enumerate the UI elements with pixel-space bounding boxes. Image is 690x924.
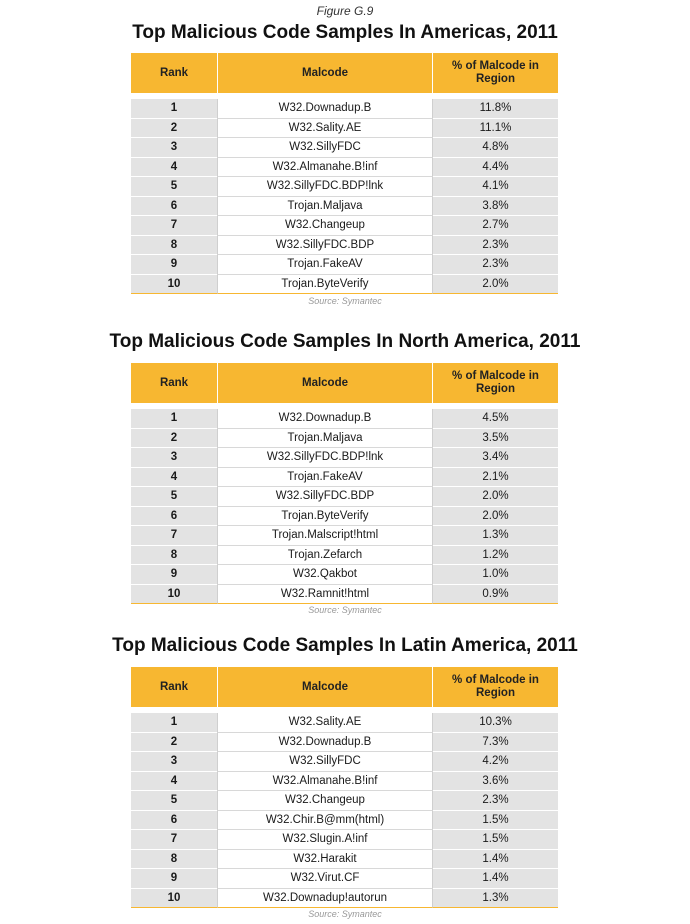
percent-cell: 1.0% <box>433 565 558 585</box>
table-row <box>131 889 558 909</box>
percent-cell: 1.3% <box>433 889 558 909</box>
table-row <box>131 255 558 275</box>
table-row <box>131 772 558 792</box>
source-note: Source: Symantec <box>308 296 382 306</box>
table-row <box>131 275 558 295</box>
malcode-cell: Trojan.ByteVerify <box>217 507 433 527</box>
rank-cell: 8 <box>131 546 217 566</box>
rank-cell: 2 <box>131 119 217 139</box>
percent-cell: 11.8% <box>433 99 558 119</box>
rank-cell: 9 <box>131 565 217 585</box>
rank-cell: 8 <box>131 850 217 870</box>
malcode-cell: W32.SillyFDC.BDP!lnk <box>217 448 433 468</box>
percent-cell: 3.5% <box>433 429 558 449</box>
rank-cell: 3 <box>131 448 217 468</box>
percent-cell: 1.4% <box>433 850 558 870</box>
column-header-rank: Rank <box>131 53 217 93</box>
rank-cell: 4 <box>131 158 217 178</box>
malcode-table-latin-america <box>131 667 558 908</box>
rank-cell: 7 <box>131 526 217 546</box>
rank-cell: 1 <box>131 409 217 429</box>
malcode-cell: W32.SillyFDC <box>217 752 433 772</box>
malcode-cell: W32.Downadup.B <box>217 99 433 119</box>
rank-cell: 5 <box>131 791 217 811</box>
column-header-percent-line1: % of Malcode in <box>452 674 539 686</box>
malcode-cell: W32.Downadup.B <box>217 733 433 753</box>
table-row <box>131 236 558 256</box>
column-header-percent-line2: Region <box>476 383 515 395</box>
malcode-cell: Trojan.Malscript!html <box>217 526 433 546</box>
percent-cell: 3.4% <box>433 448 558 468</box>
table-row <box>131 507 558 527</box>
malcode-cell: W32.Virut.CF <box>217 869 433 889</box>
malcode-cell: Trojan.Zefarch <box>217 546 433 566</box>
malcode-cell: W32.Almanahe.B!inf <box>217 772 433 792</box>
rank-cell: 7 <box>131 216 217 236</box>
rank-cell: 2 <box>131 429 217 449</box>
rank-cell: 5 <box>131 487 217 507</box>
table-row <box>131 448 558 468</box>
malcode-cell: Trojan.Maljava <box>217 429 433 449</box>
column-header-malcode: Malcode <box>217 667 433 707</box>
table-row <box>131 565 558 585</box>
rank-cell: 9 <box>131 255 217 275</box>
rank-cell: 4 <box>131 468 217 488</box>
rank-cell: 2 <box>131 733 217 753</box>
column-header-percent-line2: Region <box>476 687 515 699</box>
source-note: Source: Symantec <box>308 605 382 615</box>
malcode-table-north-america <box>131 363 558 604</box>
percent-cell: 4.5% <box>433 409 558 429</box>
malcode-cell: Trojan.Maljava <box>217 197 433 217</box>
rank-cell: 1 <box>131 99 217 119</box>
rank-cell: 9 <box>131 869 217 889</box>
table-title: Top Malicious Code Samples In North America, 2011 <box>109 331 581 352</box>
percent-cell: 11.1% <box>433 119 558 139</box>
table-row <box>131 546 558 566</box>
column-header-rank: Rank <box>131 667 217 707</box>
table-row <box>131 791 558 811</box>
table-row <box>131 138 558 158</box>
rank-cell: 1 <box>131 713 217 733</box>
table-title: Top Malicious Code Samples In Americas, 2011 <box>132 22 558 43</box>
table-row <box>131 585 558 605</box>
section-latin-america <box>0 634 690 658</box>
malcode-cell: W32.Sality.AE <box>217 119 433 139</box>
percent-cell: 10.3% <box>433 713 558 733</box>
percent-cell: 2.3% <box>433 255 558 275</box>
percent-cell: 4.2% <box>433 752 558 772</box>
percent-cell: 3.8% <box>433 197 558 217</box>
table-row <box>131 869 558 889</box>
table-title: Top Malicious Code Samples In Latin America, 2011 <box>112 635 578 656</box>
rank-cell: 10 <box>131 889 217 909</box>
rank-cell: 3 <box>131 138 217 158</box>
rank-cell: 6 <box>131 811 217 831</box>
percent-cell: 1.3% <box>433 526 558 546</box>
column-header-malcode: Malcode <box>217 363 433 403</box>
malcode-cell: W32.SillyFDC.BDP <box>217 487 433 507</box>
percent-cell: 4.8% <box>433 138 558 158</box>
column-header-percent-line1: % of Malcode in <box>452 60 539 72</box>
table-row <box>131 99 558 119</box>
percent-cell: 7.3% <box>433 733 558 753</box>
table-row <box>131 850 558 870</box>
malcode-cell: W32.Downadup!autorun <box>217 889 433 909</box>
column-header-percent-line2: Region <box>476 73 515 85</box>
rank-cell: 10 <box>131 275 217 295</box>
percent-cell: 3.6% <box>433 772 558 792</box>
percent-cell: 2.3% <box>433 791 558 811</box>
malcode-cell: W32.Harakit <box>217 850 433 870</box>
percent-cell: 2.0% <box>433 275 558 295</box>
malcode-cell: W32.SillyFDC.BDP!lnk <box>217 177 433 197</box>
table-row <box>131 409 558 429</box>
table-row <box>131 119 558 139</box>
malcode-table-americas <box>131 53 558 294</box>
malcode-cell: W32.SillyFDC <box>217 138 433 158</box>
percent-cell: 1.4% <box>433 869 558 889</box>
malcode-cell: W32.SillyFDC.BDP <box>217 236 433 256</box>
source-note: Source: Symantec <box>308 909 382 919</box>
column-header-rank: Rank <box>131 363 217 403</box>
table-row <box>131 526 558 546</box>
percent-cell: 2.0% <box>433 487 558 507</box>
table-row <box>131 733 558 753</box>
table-row <box>131 713 558 733</box>
malcode-cell: W32.Changeup <box>217 216 433 236</box>
percent-cell: 4.4% <box>433 158 558 178</box>
table-row <box>131 752 558 772</box>
rank-cell: 3 <box>131 752 217 772</box>
percent-cell: 2.0% <box>433 507 558 527</box>
rank-cell: 8 <box>131 236 217 256</box>
rank-cell: 4 <box>131 772 217 792</box>
column-header-percent-line1: % of Malcode in <box>452 370 539 382</box>
table-row <box>131 429 558 449</box>
table-row <box>131 487 558 507</box>
malcode-cell: W32.Sality.AE <box>217 713 433 733</box>
table-row <box>131 830 558 850</box>
malcode-cell: W32.Changeup <box>217 791 433 811</box>
rank-cell: 10 <box>131 585 217 605</box>
column-header-malcode: Malcode <box>217 53 433 93</box>
malcode-cell: Trojan.FakeAV <box>217 468 433 488</box>
rank-cell: 6 <box>131 507 217 527</box>
rank-cell: 6 <box>131 197 217 217</box>
percent-cell: 2.3% <box>433 236 558 256</box>
malcode-cell: Trojan.ByteVerify <box>217 275 433 295</box>
malcode-cell: W32.Slugin.A!inf <box>217 830 433 850</box>
table-row <box>131 177 558 197</box>
rank-cell: 5 <box>131 177 217 197</box>
malcode-cell: W32.Almanahe.B!inf <box>217 158 433 178</box>
malcode-cell: W32.Downadup.B <box>217 409 433 429</box>
figure-label: Figure G.9 <box>316 4 374 18</box>
malcode-cell: W32.Ramnit!html <box>217 585 433 605</box>
column-header-percent <box>433 667 558 707</box>
table-row <box>131 811 558 831</box>
percent-cell: 1.2% <box>433 546 558 566</box>
column-header-percent <box>433 53 558 93</box>
malcode-cell: W32.Qakbot <box>217 565 433 585</box>
percent-cell: 4.1% <box>433 177 558 197</box>
table-row <box>131 158 558 178</box>
table-row <box>131 468 558 488</box>
percent-cell: 2.1% <box>433 468 558 488</box>
table-row <box>131 216 558 236</box>
column-header-percent <box>433 363 558 403</box>
percent-cell: 1.5% <box>433 830 558 850</box>
malcode-cell: Trojan.FakeAV <box>217 255 433 275</box>
rank-cell: 7 <box>131 830 217 850</box>
percent-cell: 0.9% <box>433 585 558 605</box>
malcode-cell: W32.Chir.B@mm(html) <box>217 811 433 831</box>
percent-cell: 1.5% <box>433 811 558 831</box>
section-americas <box>0 21 690 45</box>
percent-cell: 2.7% <box>433 216 558 236</box>
section-north-america <box>0 330 690 354</box>
table-row <box>131 197 558 217</box>
